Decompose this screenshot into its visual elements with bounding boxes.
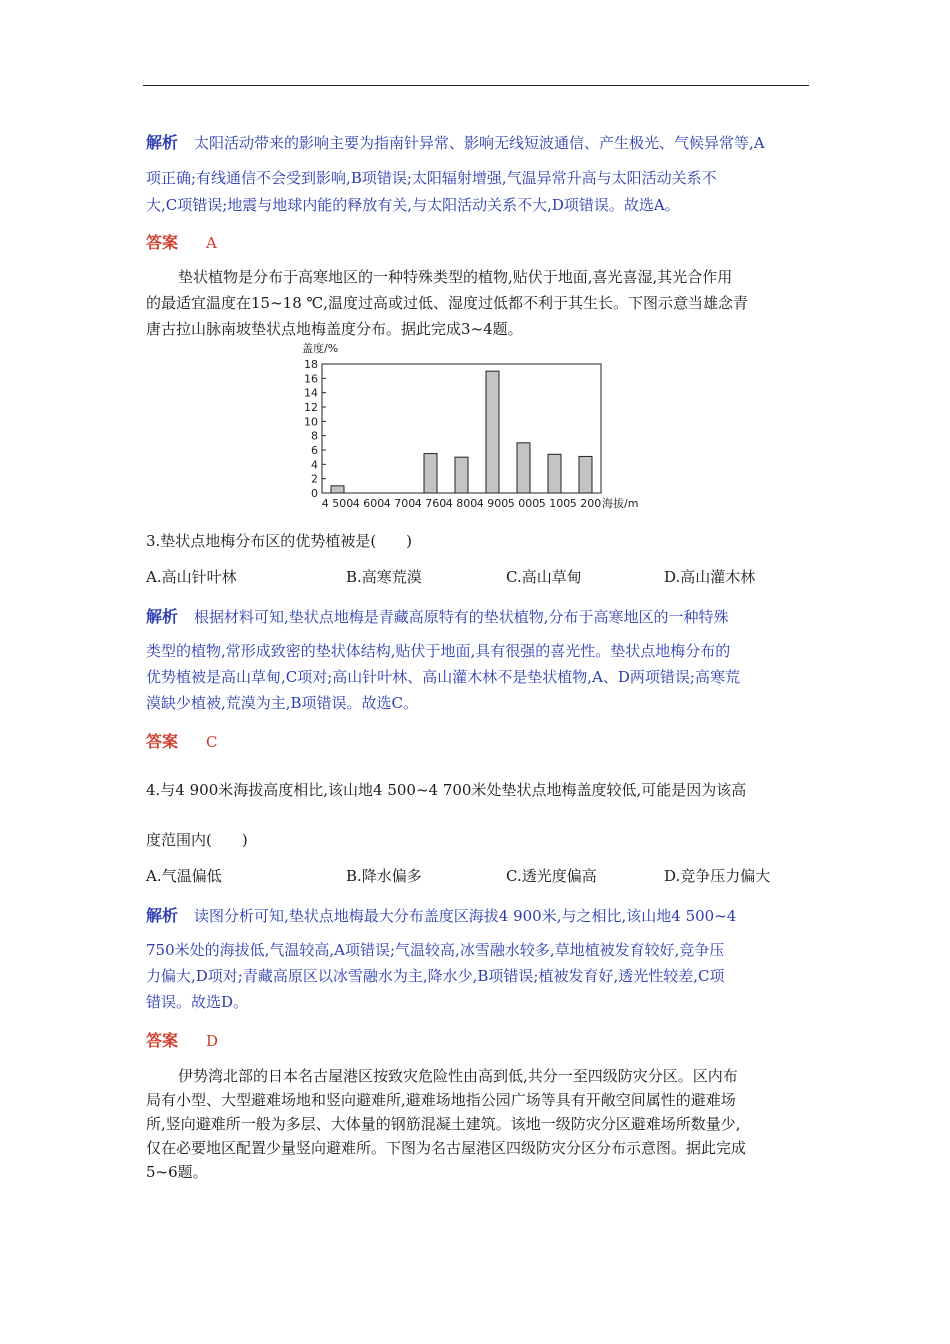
option-b: B.降水偏多 (346, 867, 422, 885)
y-tick-label: 10 (304, 415, 318, 429)
answer-1 (146, 230, 217, 253)
analysis-line: 漠缺少植被,荒漠为主,B项错误。故选C。 (146, 694, 419, 712)
answer-label: 答案 (146, 1031, 179, 1050)
bar (579, 456, 592, 493)
bar (517, 443, 530, 493)
option-a: A.气温偏低 (146, 867, 222, 885)
bar (455, 457, 468, 493)
intro-line: 仅在必要地区配置少量竖向避难所。下图为名古屋港区四级防灾分区分布示意图。据此完成 (146, 1139, 747, 1157)
option-c: C.透光度偏高 (506, 867, 597, 885)
analysis-label: 解析 (146, 906, 179, 925)
bar (424, 454, 437, 493)
x-tick-label: 4 800 (445, 497, 478, 510)
option-c: C.高山草甸 (506, 568, 582, 586)
intro-line: 唐古拉山脉南坡垫状点地梅盖度分布。据此完成3~4题。 (146, 320, 523, 338)
x-tick-label: 5 200 (569, 497, 602, 510)
analysis-line: 项正确;有线通信不会受到影响,B项错误;太阳辐射增强,气温异常升高与太阳活动关系不 (146, 169, 717, 187)
y-tick-label: 16 (304, 372, 318, 386)
analysis-line: 读图分析可知,垫状点地梅最大分布盖度区海拔4 900米,与之相比,该山地4 500~4 (194, 907, 737, 925)
answer-4 (146, 1028, 218, 1051)
y-tick-label: 18 (304, 358, 318, 371)
analysis-line: 力偏大,D项对;青藏高原区以冰雪融水为主,降水少,B项错误;植被发育好,透光性较差,C项 (146, 967, 725, 985)
x-tick-label: 5 100 (538, 497, 571, 510)
answer-value: A (206, 234, 217, 252)
option-d: D.竞争压力偏大 (664, 867, 771, 885)
x-tick-label: 4 700 (383, 497, 416, 510)
analysis-line: 太阳活动带来的影响主要为指南针异常、影响无线短波通信、产生极光、气候异常等,A (194, 134, 765, 152)
y-tick-label: 12 (304, 401, 318, 414)
answer-value: C (206, 733, 218, 751)
bar (331, 486, 344, 493)
analysis-line: 根据材料可知,垫状点地梅是青藏高原特有的垫状植物,分布于高寒地区的一种特殊 (194, 608, 729, 626)
x-tick-label: 4 600 (352, 497, 385, 510)
bar (486, 371, 499, 493)
y-tick-label: 14 (304, 386, 318, 400)
question-3-stem: 3.垫状点地梅分布区的优势植被是( ) (146, 532, 413, 550)
question-4-stem: 度范围内( ) (146, 831, 248, 849)
y-tick-label: 6 (311, 444, 318, 457)
analysis-line: 750米处的海拔低,气温较高,A项错误;气温较高,冰雪融水较多,草地植被发育较好,竞争压 (146, 941, 725, 959)
analysis-line: 大,C项错误;地震与地球内能的释放有关,与太阳活动关系不大,D项错误。故选A。 (146, 196, 680, 214)
analysis-label: 解析 (146, 133, 179, 152)
analysis-line: 错误。故选D。 (146, 993, 249, 1011)
y-tick-label: 8 (311, 429, 318, 443)
x-axis-label: 海拔/m (602, 497, 639, 510)
intro-line: 5~6题。 (146, 1163, 208, 1181)
analysis-label: 解析 (146, 607, 179, 626)
option-d: D.高山灌木林 (664, 568, 756, 586)
answer-label: 答案 (146, 732, 179, 751)
answer-value: D (206, 1032, 219, 1050)
coverage-bar-chart (0, 338, 950, 518)
x-tick-label: 4 500 (321, 497, 354, 510)
x-tick-label: 4 900 (476, 497, 509, 510)
header-rule (143, 85, 809, 86)
option-b: B.高寒荒漠 (346, 568, 422, 586)
x-tick-label: 5 000 (507, 497, 540, 510)
analysis-line: 类型的植物,常形成致密的垫状体结构,贴伏于地面,具有很强的喜光性。垫状点地梅分布的 (146, 642, 731, 660)
option-a: A.高山针叶林 (146, 568, 237, 586)
intro-line: 局有小型、大型避难场地和竖向避难所,避难场地指公园广场等具有开敞空间属性的避难场 (146, 1091, 736, 1109)
y-tick-label: 0 (311, 487, 318, 500)
y-axis-label: 盖度/% (302, 342, 339, 355)
intro-line: 所,竖向避难所一般为多层、大体量的钢筋混凝土建筑。该地一级防灾分区避难场所数量少, (146, 1115, 741, 1133)
intro-line: 的最适宜温度在15~18 ℃,温度过高或过低、湿度过低都不利于其生长。下图示意当雄念青 (146, 294, 749, 312)
answer-label: 答案 (146, 233, 179, 252)
answer-3 (146, 729, 218, 752)
question-4-stem: 4.与4 900米海拔高度相比,该山地4 500~4 700米处垫状点地梅盖度较低,可能是因为该高 (146, 781, 747, 799)
analysis-line: 优势植被是高山草甸,C项对;高山针叶林、高山灌木林不是垫状植物,A、D两项错误;高寒荒 (146, 668, 740, 686)
bar (548, 454, 561, 493)
y-tick-label: 2 (311, 472, 318, 486)
x-tick-label: 4 760 (414, 497, 447, 510)
intro-line: 伊势湾北部的日本名古屋港区按致灾危险性由高到低,共分一至四级防灾分区。区内布 (178, 1067, 738, 1085)
intro-line: 垫状植物是分布于高寒地区的一种特殊类型的植物,贴伏于地面,喜光喜湿,其光合作用 (178, 268, 733, 286)
y-tick-label: 4 (311, 458, 318, 472)
